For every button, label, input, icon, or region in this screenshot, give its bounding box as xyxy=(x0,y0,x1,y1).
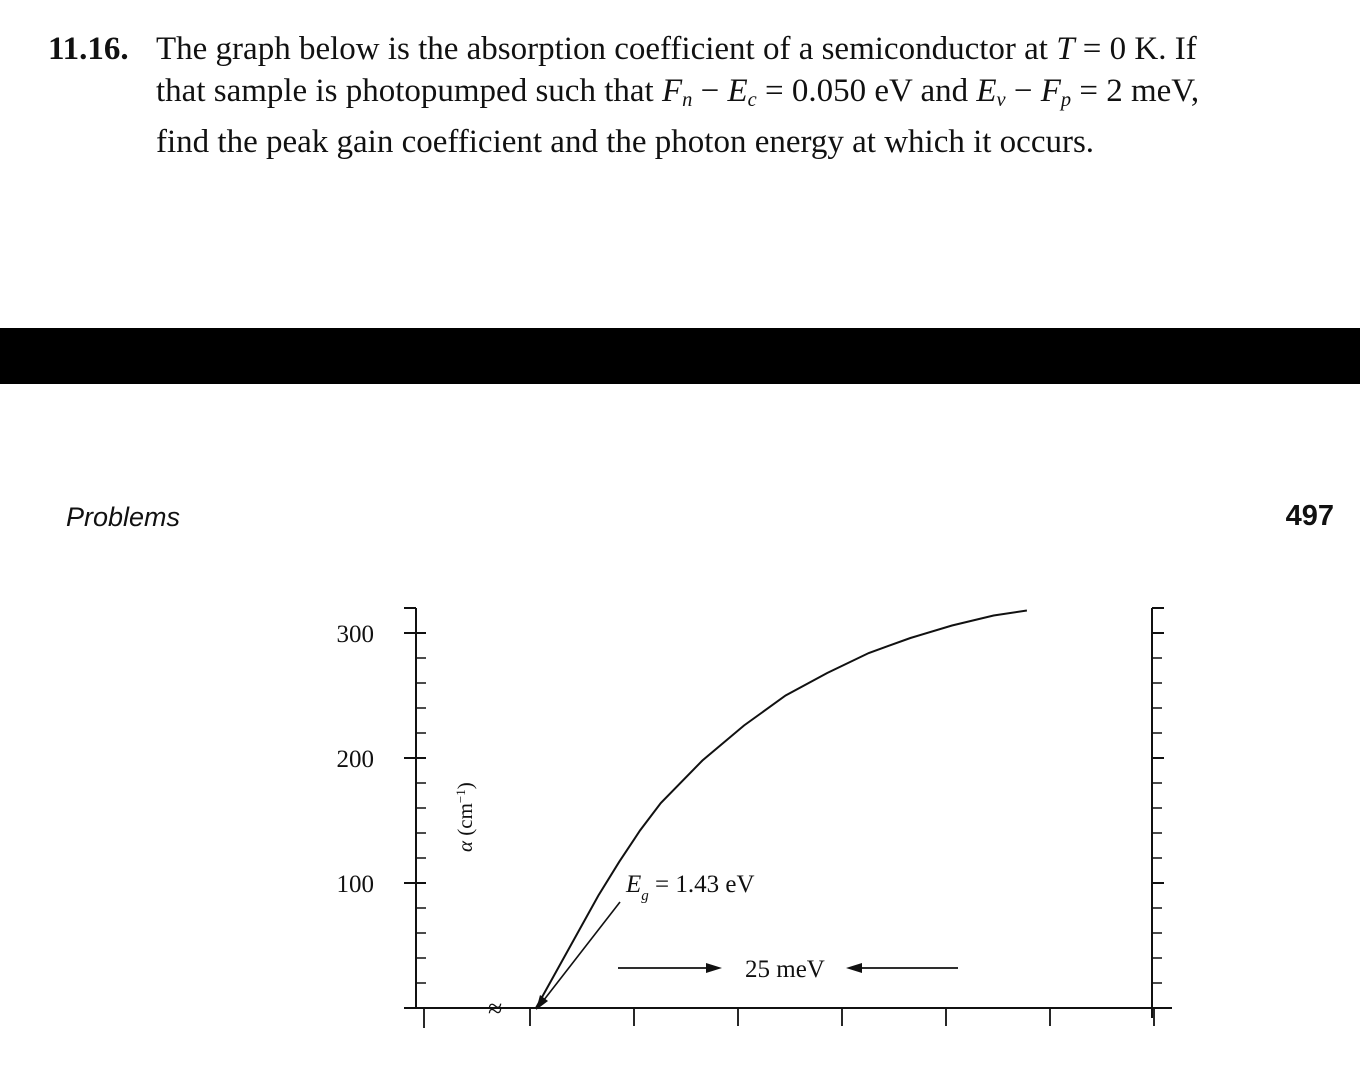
problem-line-3: find the peak gain coefficient and the photon energy at which it occurs. xyxy=(156,124,1095,161)
math-sub: v xyxy=(996,89,1006,112)
math-sub: p xyxy=(1060,89,1072,112)
eg-pointer-line xyxy=(540,902,620,1005)
page-separator-band xyxy=(0,328,1360,384)
math-var: T xyxy=(1056,31,1075,67)
math-sub: c xyxy=(747,89,757,112)
math-op: − xyxy=(692,73,728,109)
running-header-section: Problems xyxy=(66,502,181,532)
math-var: E xyxy=(727,73,748,109)
spacing-arrow-left-head xyxy=(706,963,722,973)
absorption-curve xyxy=(536,611,1027,1009)
math-var: F xyxy=(661,73,683,109)
problem-statement xyxy=(48,28,1338,163)
problem-line-1 xyxy=(48,28,1338,70)
y-tick-labels xyxy=(337,621,375,898)
problem-text: = 0.050 eV and xyxy=(756,73,977,109)
problem-text: = 2 meV, xyxy=(1071,73,1200,109)
problem-text: = 0 K. If xyxy=(1074,31,1197,67)
y-tick-label: 200 xyxy=(336,746,374,773)
y-axis-label: α $(cm^{-1})$ xyxy=(452,782,477,852)
problem-line-2 xyxy=(48,70,1338,121)
math-op: − xyxy=(1005,73,1041,109)
spacing-label: 25 meV xyxy=(745,956,825,983)
y-tick-label: 100 xyxy=(336,871,374,898)
math-sub: n xyxy=(682,89,693,112)
spacing-arrow-right-head xyxy=(846,963,862,973)
math-var: E xyxy=(976,73,997,109)
problem-number: 11.16. xyxy=(48,31,129,67)
absorption-chart xyxy=(0,540,1360,1080)
math-var: F xyxy=(1040,73,1061,109)
problem-text: The graph below is the absorption coefficient of a semiconductor at xyxy=(156,31,1057,67)
problem-text: that sample is photopumped such that xyxy=(156,73,662,109)
axis-break-mark: ≈ xyxy=(488,994,503,1023)
y-tick-label: 300 xyxy=(336,621,374,648)
page-number: 497 xyxy=(1285,500,1334,532)
eg-annotation: $E_g = 1.43$ eV xyxy=(626,871,755,904)
